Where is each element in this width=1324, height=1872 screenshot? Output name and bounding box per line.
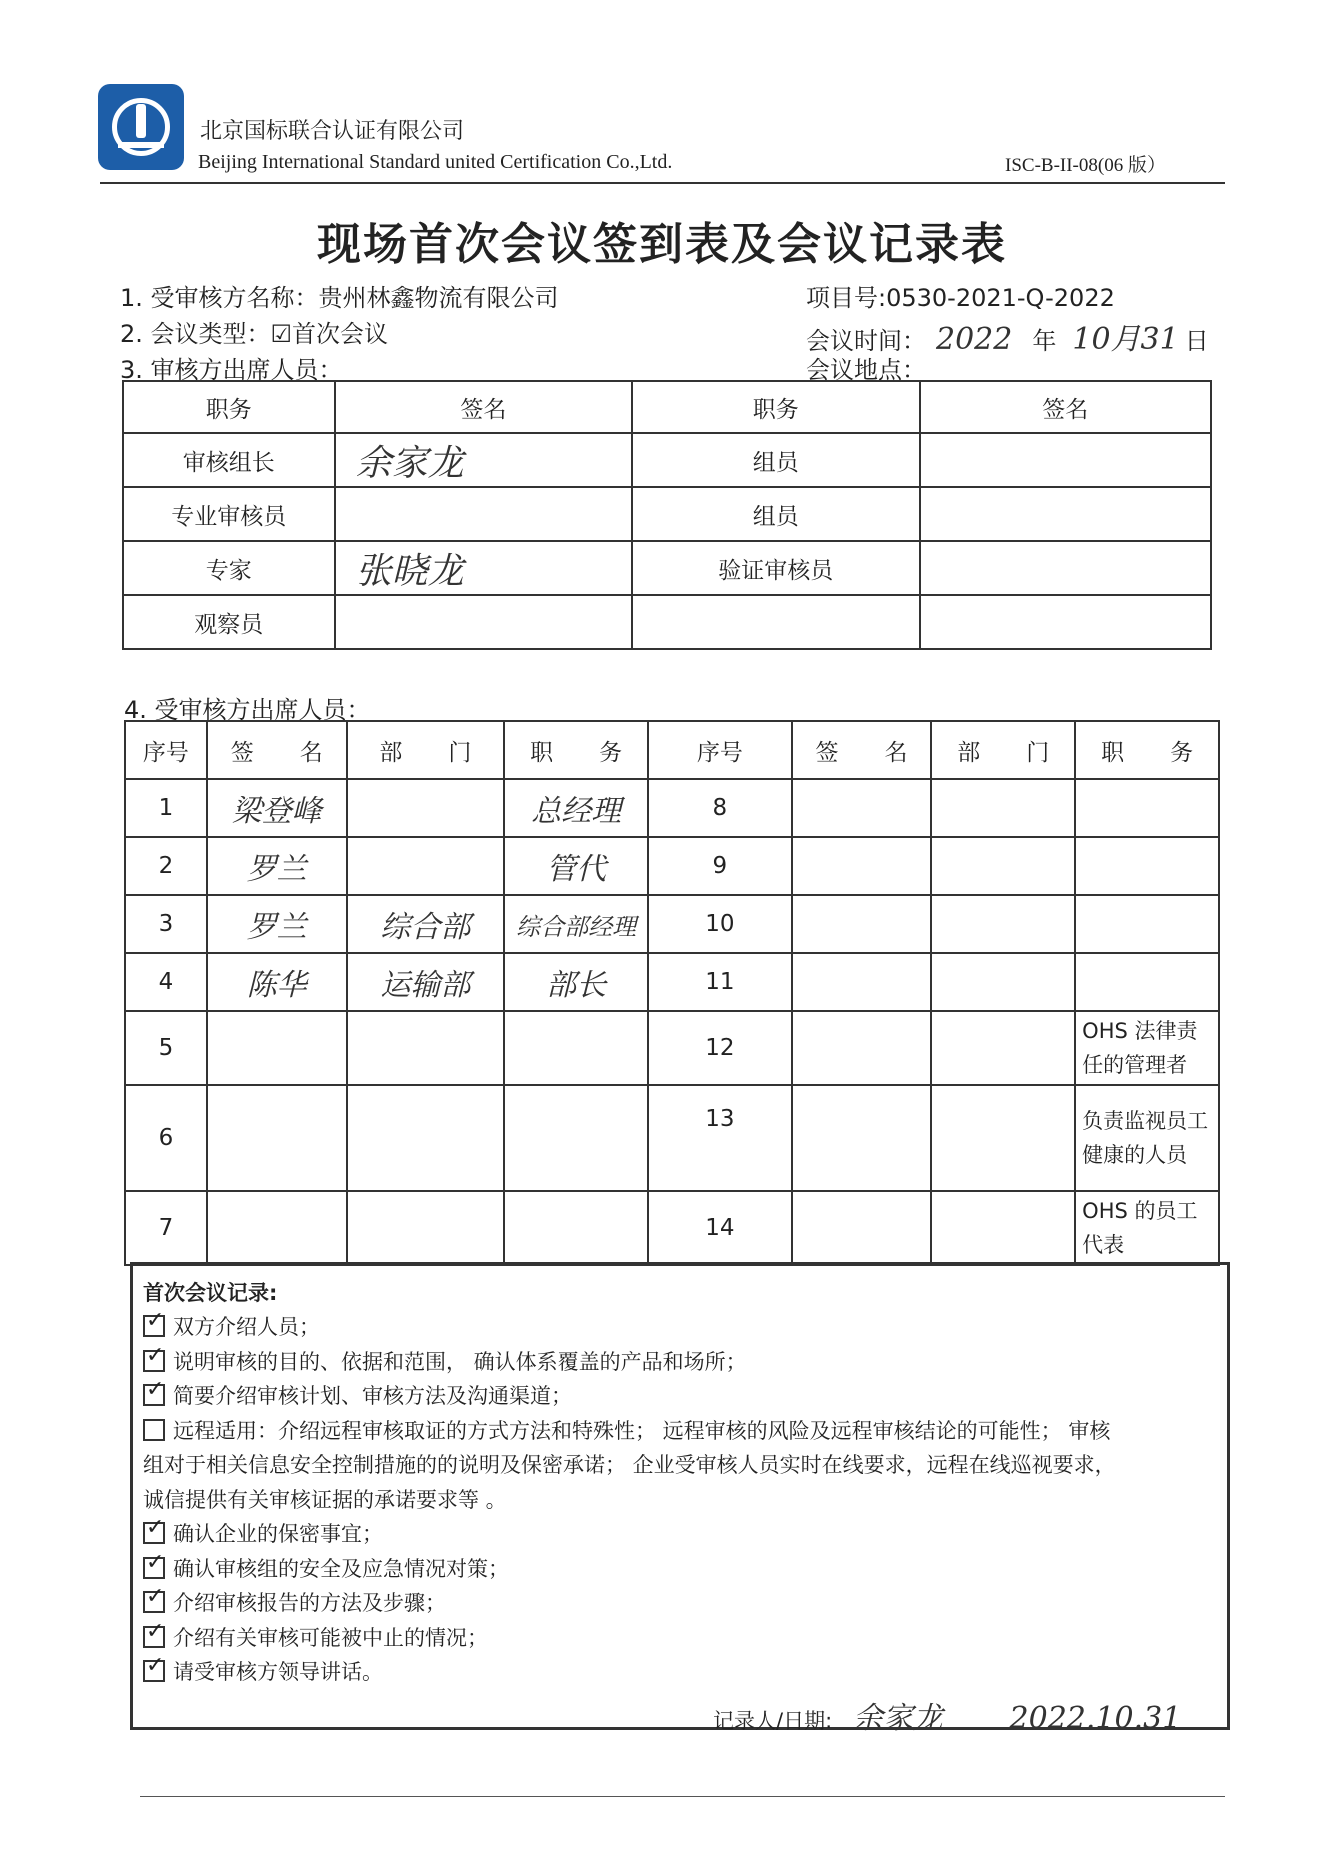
record-item [143, 1311, 320, 1341]
table-row [125, 1085, 1219, 1191]
position-cell: OHS 的员工代表 [1075, 1191, 1219, 1265]
table-row [125, 837, 1219, 895]
record-item-text: 请受审核方领导讲话。 [173, 1660, 383, 1684]
meeting-year: 2022 [936, 322, 1013, 357]
recorder-line [713, 1693, 1181, 1737]
position-cell: OHS 法律责任的管理者 [1075, 1011, 1219, 1085]
role-cell: 专业审核员 [123, 487, 335, 541]
signature-cell [792, 953, 932, 1011]
position-cell: 管代 [504, 837, 648, 895]
checked-checkbox-icon [143, 1626, 165, 1648]
role-cell [632, 595, 919, 649]
signature-cell: 梁登峰 [207, 779, 347, 837]
position-cell: 部长 [504, 953, 648, 1011]
page-title: 现场首次会议签到表及会议记录表 [317, 219, 1007, 270]
header-cell: 职 务 [504, 721, 648, 779]
recorder-date: 2022.10.31 [1009, 1701, 1182, 1736]
signature-cell: 罗兰 [207, 837, 347, 895]
logo-bar-icon [136, 104, 146, 138]
footer-divider [140, 1796, 1225, 1797]
meeting-time-label: 会议时间： [806, 327, 926, 355]
table-row [125, 779, 1219, 837]
checked-checkbox-icon [143, 1384, 165, 1406]
header-divider [100, 182, 1225, 184]
department-cell [347, 1085, 505, 1191]
auditee-name-line: 1. 受审核方名称：贵州林鑫物流有限公司 [120, 284, 559, 312]
seq-cell: 10 [648, 895, 792, 953]
position-cell: 总经理 [504, 779, 648, 837]
seq-cell: 6 [125, 1085, 207, 1191]
header-cell: 序号 [125, 721, 207, 779]
meeting-month-day: 10月31 [1072, 322, 1179, 357]
seq-cell: 3 [125, 895, 207, 953]
header-cell: 职务 [632, 381, 919, 433]
department-cell [931, 895, 1075, 953]
table-row [123, 433, 1211, 487]
meeting-day-suffix: 日 [1184, 327, 1209, 355]
record-item-text: 确认企业的保密事宜； [173, 1522, 383, 1546]
table-row [123, 595, 1211, 649]
department-cell [931, 1191, 1075, 1265]
department-cell [931, 779, 1075, 837]
checked-checkbox-icon [143, 1557, 165, 1579]
seq-cell: 8 [648, 779, 792, 837]
record-item-text: 双方介绍人员； [173, 1315, 320, 1339]
table-row [123, 487, 1211, 541]
checked-checkbox-icon [143, 1660, 165, 1682]
meeting-type-line: 2. 会议类型：☑首次会议 [120, 320, 389, 348]
department-cell [931, 1011, 1075, 1085]
auditor-table [122, 380, 1212, 650]
record-item [143, 1484, 507, 1514]
position-cell [1075, 779, 1219, 837]
header-cell: 部 门 [347, 721, 505, 779]
signature-cell [792, 1085, 932, 1191]
seq-cell: 7 [125, 1191, 207, 1265]
table-row [125, 1011, 1219, 1085]
position-cell [504, 1085, 648, 1191]
position-cell: 综合部经理 [504, 895, 648, 953]
department-cell: 综合部 [347, 895, 505, 953]
form-code: ISC-B-II-08(06 版） [1005, 155, 1166, 176]
header-cell: 职 务 [1075, 721, 1219, 779]
position-cell [504, 1191, 648, 1265]
seq-cell: 13 [648, 1085, 792, 1191]
department-cell: 运输部 [347, 953, 505, 1011]
record-item [143, 1380, 572, 1410]
checked-checkbox-icon [143, 1315, 165, 1337]
signature-cell [335, 595, 632, 649]
position-cell: 负责监视员工健康的人员 [1075, 1085, 1219, 1191]
seq-cell: 5 [125, 1011, 207, 1085]
role-cell: 审核组长 [123, 433, 335, 487]
position-cell [1075, 953, 1219, 1011]
record-item [143, 1656, 383, 1686]
position-cell [1075, 895, 1219, 953]
signature-cell [335, 487, 632, 541]
role-cell: 观察员 [123, 595, 335, 649]
record-item-text: 介绍有关审核可能被中止的情况； [173, 1625, 488, 1650]
table-row [125, 895, 1219, 953]
role-cell: 组员 [632, 433, 919, 487]
signature-cell [792, 837, 932, 895]
header-cell: 部 门 [931, 721, 1075, 779]
header-cell: 签名 [335, 381, 632, 433]
record-item-text: 简要介绍审核计划、审核方法及沟通渠道； [173, 1384, 572, 1408]
department-cell [931, 1085, 1075, 1191]
project-number: 项目号:0530-2021-Q-2022 [806, 284, 1115, 312]
seq-cell: 4 [125, 953, 207, 1011]
meeting-place-label: 会议地点： [806, 356, 926, 384]
record-item [143, 1553, 509, 1583]
seq-cell: 14 [648, 1191, 792, 1265]
position-cell [1075, 837, 1219, 895]
checked-checkbox-icon [143, 1591, 165, 1613]
signature-cell: 余家龙 [335, 433, 632, 487]
signature-cell [207, 1191, 347, 1265]
record-item-text: 诚信提供有关审核证据的承诺要求等 。 [143, 1487, 507, 1512]
signature-cell: 陈华 [207, 953, 347, 1011]
header-cell: 职务 [123, 381, 335, 433]
recorder-signature: 余家龙 [852, 1701, 943, 1736]
company-logo [98, 84, 184, 170]
table-row [125, 1191, 1219, 1265]
department-cell [931, 953, 1075, 1011]
signature-cell [792, 1191, 932, 1265]
header-cell: 签 名 [207, 721, 347, 779]
record-item [143, 1449, 1116, 1479]
signature-cell [920, 487, 1211, 541]
position-cell [504, 1011, 648, 1085]
header-cell: 签 名 [792, 721, 932, 779]
department-cell [347, 837, 505, 895]
logo-base-icon [118, 142, 164, 148]
signature-cell: 张晓龙 [335, 541, 632, 595]
signature-cell [207, 1085, 347, 1191]
seq-cell: 11 [648, 953, 792, 1011]
signature-cell [792, 895, 932, 953]
signature-cell [792, 1011, 932, 1085]
table-row [125, 953, 1219, 1011]
auditee-table [124, 720, 1220, 1266]
record-item [143, 1415, 1110, 1445]
record-item [143, 1622, 488, 1652]
department-cell [347, 779, 505, 837]
record-item [143, 1587, 446, 1617]
header-cell: 序号 [648, 721, 792, 779]
role-cell: 专家 [123, 541, 335, 595]
record-item-text: 远程适用：介绍远程审核取证的方式方法和特殊性； 远程审核的风险及远程审核结论的可能性； 审核 [173, 1418, 1111, 1443]
record-item-text: 说明审核的目的、依据和范围， 确认体系覆盖的产品和场所； [173, 1349, 747, 1374]
seq-cell: 2 [125, 837, 207, 895]
auditor-attendees-line: 3. 审核方出席人员： [120, 356, 343, 384]
record-item [143, 1346, 747, 1376]
signature-cell [920, 595, 1211, 649]
signature-cell [920, 541, 1211, 595]
signature-cell [207, 1011, 347, 1085]
record-item-text: 介绍审核报告的方法及步骤； [173, 1591, 446, 1615]
department-cell [931, 837, 1075, 895]
recorder-label: 记录人/日期: [713, 1709, 833, 1733]
seq-cell: 1 [125, 779, 207, 837]
record-item [143, 1518, 383, 1548]
role-cell: 组员 [632, 487, 919, 541]
checked-checkbox-icon [143, 1522, 165, 1544]
checked-checkbox-icon [143, 1350, 165, 1372]
company-name-cn: 北京国标联合认证有限公司 [200, 119, 465, 144]
record-item-text: 组对于相关信息安全控制措施的的说明及保密承诺； 企业受审核人员实时在线要求，远程在线巡视要求， [143, 1453, 1116, 1477]
header-cell: 签名 [920, 381, 1211, 433]
department-cell [347, 1011, 505, 1085]
meeting-year-suffix: 年 [1032, 327, 1057, 355]
table-row [123, 541, 1211, 595]
auditee-attendees-label: 4. 受审核方出席人员： [124, 696, 371, 724]
seq-cell: 12 [648, 1011, 792, 1085]
unchecked-checkbox-icon [143, 1419, 165, 1441]
meeting-record-box [130, 1262, 1230, 1736]
seq-cell: 9 [648, 837, 792, 895]
role-cell: 验证审核员 [632, 541, 919, 595]
company-name-en: Beijing International Standard united Certification Co.,Ltd. [198, 151, 673, 173]
signature-cell: 罗兰 [207, 895, 347, 953]
signature-cell [920, 433, 1211, 487]
record-title: 首次会议记录: [143, 1281, 278, 1305]
signature-cell [792, 779, 932, 837]
department-cell [347, 1191, 505, 1265]
record-item-text: 确认审核组的安全及应急情况对策； [173, 1556, 509, 1581]
